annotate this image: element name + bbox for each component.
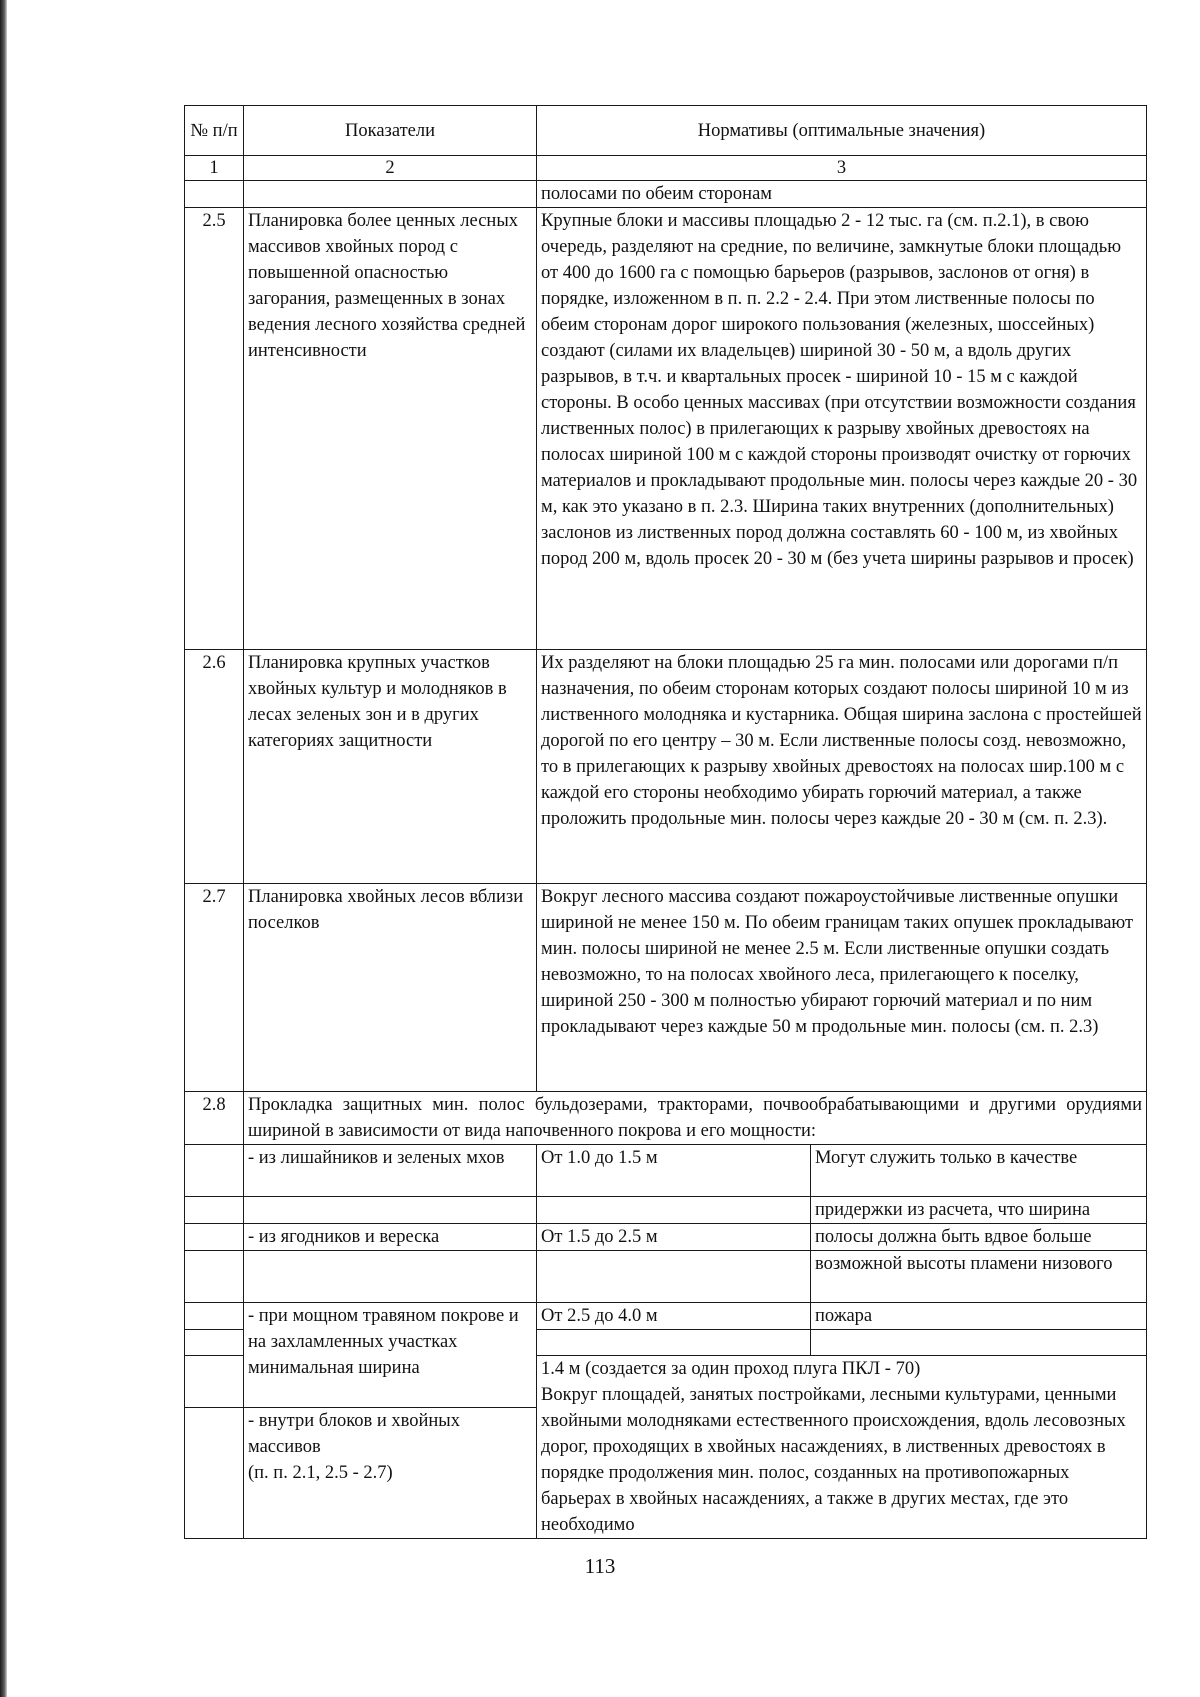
header-indicator: Показатели: [244, 106, 537, 156]
sub-row-lichens: [185, 1145, 1147, 1197]
row-num: 2.7: [185, 884, 244, 1092]
row-2-8-text: Прокладка защитных мин. полос бульдозерами, тракторами, почвообрабатывающими и другими орудиями шириной в зависимости от вида напочвенного покрова и его мощности:: [244, 1092, 1147, 1145]
sub-row-empty-1: [185, 1197, 1147, 1224]
sub-row-grass: [185, 1303, 1147, 1330]
row-norm: Вокруг лесного массива создают пожароустойчивые лиственные опушки шириной не менее 150 м. По обеим границам таких опушек прокладывают мин. полосы шириной не менее 2.5 м. Если лиственные опушки создать невозможно, то на полосах хвойного леса, прилегающего к поселку, шириной 250 - 300 м полностью убирают горючий материал и по ним прокладывают через каждые 50 м продольные мин. полосы (см. п. 2.3): [537, 884, 1147, 1092]
sub-label-grass: [244, 1303, 537, 1408]
min-width-label: минимальная ширина: [248, 1358, 420, 1378]
sub-row-berries: [185, 1224, 1147, 1251]
sub-width-berries: От 1.5 до 2.5 м: [537, 1224, 811, 1251]
table-row: [185, 650, 1147, 884]
sub-row-empty-2: [185, 1251, 1147, 1303]
continuation-text: полосами по обеим сторонам: [537, 181, 1147, 208]
column-number-row: [185, 156, 1147, 181]
sub-label-grass-text: - при мощном травяном покрове и на захламленных участках: [248, 1306, 519, 1352]
row-num: 2.8: [185, 1092, 244, 1145]
row-2-8: [185, 1092, 1147, 1145]
header-num: № п/п: [185, 106, 244, 156]
page-number: 113: [584, 1554, 616, 1578]
note-line-2: придержки из расчета, что ширина: [811, 1197, 1147, 1224]
inside-blocks-ref: (п. п. 2.1, 2.5 - 2.7): [248, 1463, 393, 1484]
row-indicator: Планировка крупных участков хвойных культур и молодняков в лесах зеленых зон и в других категориях защитности: [244, 650, 537, 884]
sub-label-lichens: - из лишайников и зеленых мхов: [244, 1145, 537, 1197]
note-line-4: возможной высоты пламени низового: [811, 1251, 1147, 1303]
table-row: [185, 884, 1147, 1092]
min-width-value: 1.4 м (создается за один проход плуга ПКЛ - 70): [541, 1359, 921, 1379]
header-row: [185, 106, 1147, 156]
sub-width-lichens: От 1.0 до 1.5 м: [537, 1145, 811, 1197]
inside-blocks-label: - внутри блоков и хвойных массивов: [248, 1411, 460, 1458]
continuation-row: [185, 181, 1147, 208]
row-norm: Крупные блоки и массивы площадью 2 - 12 тыс. га (см. п.2.1), в свою очередь, разделяют на средние, по величине, замкнутые блоки площадью от 400 до 1600 га с помощью барьеров (разрывов, заслонов от огня) в порядке, изложенном в п. п. 2.2 - 2.4. При этом лиственные полосы по обеим сторонам дорог широкого пользования (железных, шоссейных) создают (силами их владельцев) шириной 30 - 50 м, а вдоль других разрывов, в т.ч. и квартальных просек - шириной 10 - 15 м с каждой стороны. В особо ценных массивах (при отсутствии возможности создания лиственных полос) в прилегающих к разрыву хвойных древостоях на полосах шириной 100 м с каждой стороны производят очистку от горючих материалов и прокладывают продольные мин. полосы через каждые 20 - 30 м, как это указано в п. 2.3. Ширина таких внутренних (дополнительных) заслонов из лиственных пород должна составлять 60 - 100 м, из хвойных пород 200 м, вдоль просек 20 - 30 м (без учета ширины разрывов и просек): [537, 208, 1147, 650]
note-line-5: пожара: [811, 1303, 1147, 1330]
sub-label-berries: - из ягодников и вереска: [244, 1224, 537, 1251]
row-indicator: Планировка более ценных лесных массивов хвойных пород с повышенной опасностью загорания, размещенных в зонах ведения лесного хозяйства средней интенсивности: [244, 208, 537, 650]
colnum-1: 1: [185, 156, 244, 181]
note-line-3: полосы должна быть вдвое больше: [811, 1224, 1147, 1251]
inside-blocks-text: Вокруг площадей, занятых постройками, лесными культурами, ценными хвойными молодняками естественного происхождения, вдоль лесовозных дорог, проходящих в хвойных насаждениях, в лиственных древостоях в порядке продолжения мин. полос, созданных на противопожарных барьерах в хвойных насаждениях, а также в других местах, где это необходимо: [541, 1385, 1126, 1535]
scan-edge-shadow: [0, 0, 7, 1697]
row-num: 2.6: [185, 650, 244, 884]
sub-label-inside-blocks: [244, 1408, 537, 1539]
colnum-3: 3: [537, 156, 1147, 181]
colnum-2: 2: [244, 156, 537, 181]
header-norms: Нормативы (оптимальные значения): [537, 106, 1147, 156]
row-num: 2.5: [185, 208, 244, 650]
row-norm: Их разделяют на блоки площадью 25 га мин. полосами или дорогами п/п назначения, по обеим сторонам которых создают полосы шириной 10 м из лиственного молодняка и кустарника. Общая ширина заслона с простейшей дорогой по его центру – 30 м. Если лиственные полосы созд. невозможно, то в прилегающих к разрыву хвойных древостоях на полосах шир.100 м с каждой его стороны необходимо убирать горючий материал, а также проложить продольные мин. полосы через каждые 20 - 30 м (см. п. 2.3).: [537, 650, 1147, 884]
sub-width-grass: От 2.5 до 4.0 м: [537, 1303, 811, 1330]
row-indicator: Планировка хвойных лесов вблизи поселков: [244, 884, 537, 1092]
table-row: [185, 208, 1147, 650]
norms-table: [184, 105, 1147, 1539]
note-line-1: Могут служить только в качестве: [811, 1145, 1147, 1197]
min-width-block: [537, 1356, 1147, 1539]
